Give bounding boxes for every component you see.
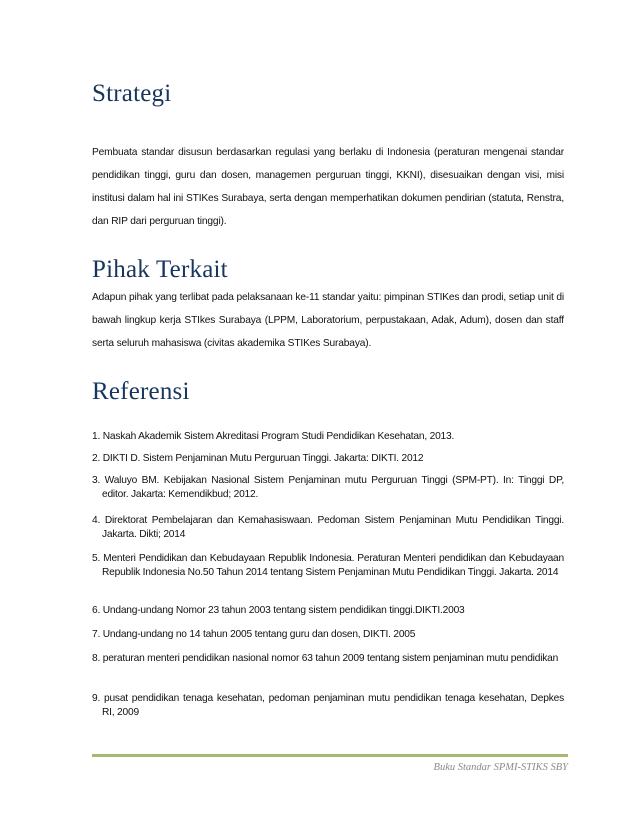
heading-pihak-terkait: Pihak Terkait	[92, 256, 228, 283]
paragraph-pihak-terkait: Adapun pihak yang terlibat pada pelaksanaan ke-11 standar yaitu: pimpinan STIKes dan prodi, setiap unit di bawah lingkup kerja STIkes Surabaya (LPPM, Laboratorium, perpustakaan, Adak, Adum), dosen dan staff serta seluruh mahasiswa (civitas akademika STIKes Surabaya).	[92, 292, 564, 349]
reference-item: 9. pusat pendidikan tenaga kesehatan, pedoman penjaminan mutu pendidikan tenaga kesehatan, Depkes RI, 2009	[92, 693, 564, 718]
heading-referensi: Referensi	[92, 378, 190, 405]
reference-item: 1. Naskah Akademik Sistem Akreditasi Program Studi Pendidikan Kesehatan, 2013.	[92, 431, 455, 442]
reference-item: 4. Direktorat Pembelajaran dan Kemahasiswaan. Pedoman Sistem Penjaminan Mutu Pendidikan Tinggi. Jakarta. Dikti; 2014	[92, 515, 564, 540]
footer-title: Buku Standar SPMI-STIKS SBY	[433, 762, 568, 773]
reference-item: 5. Menteri Pendidikan dan Kebudayaan Republik Indonesia. Peraturan Menteri pendidikan dan Kebudayaan Republik Indonesia No.50 Tahun 2014 tentang Sistem Penjaminan Mutu Pendidikan Tinggi. Jakarta. 2014	[92, 553, 564, 578]
reference-item: 6. Undang-undang Nomor 23 tahun 2003 tentang sistem pendidikan tinggi.DIKTI.2003	[92, 605, 465, 616]
reference-item: 8. peraturan menteri pendidikan nasional nomor 63 tahun 2009 tentang sistem penjaminan mutu pendidikan	[92, 653, 559, 664]
paragraph-strategi: Pembuata standar disusun berdasarkan regulasi yang berlaku di Indonesia (peraturan mengenai standar pendidikan tinggi, guru dan dosen, managemen perguruan tinggi, KKNI), disesuaikan dengan visi, misi institusi dalam hal ini STIKes Surabaya, serta dengan memperhatikan dokumen pendirian (statuta, Renstra, dan RIP dari perguruan tinggi).	[92, 147, 564, 227]
heading-strategi: Strategi	[92, 80, 172, 107]
reference-item: 3. Waluyo BM. Kebijakan Nasional Sistem Penjaminan mutu Perguruan Tinggi (SPM-PT). In: Tinggi DP, editor. Jakarta: Kemendikbud; 2012.	[92, 475, 564, 500]
footer-divider	[92, 754, 568, 757]
reference-item: 2. DIKTI D. Sistem Penjaminan Mutu Perguruan Tinggi. Jakarta: DIKTI. 2012	[92, 453, 424, 464]
reference-item: 7. Undang-undang no 14 tahun 2005 tentang guru dan dosen, DIKTI. 2005	[92, 629, 416, 640]
